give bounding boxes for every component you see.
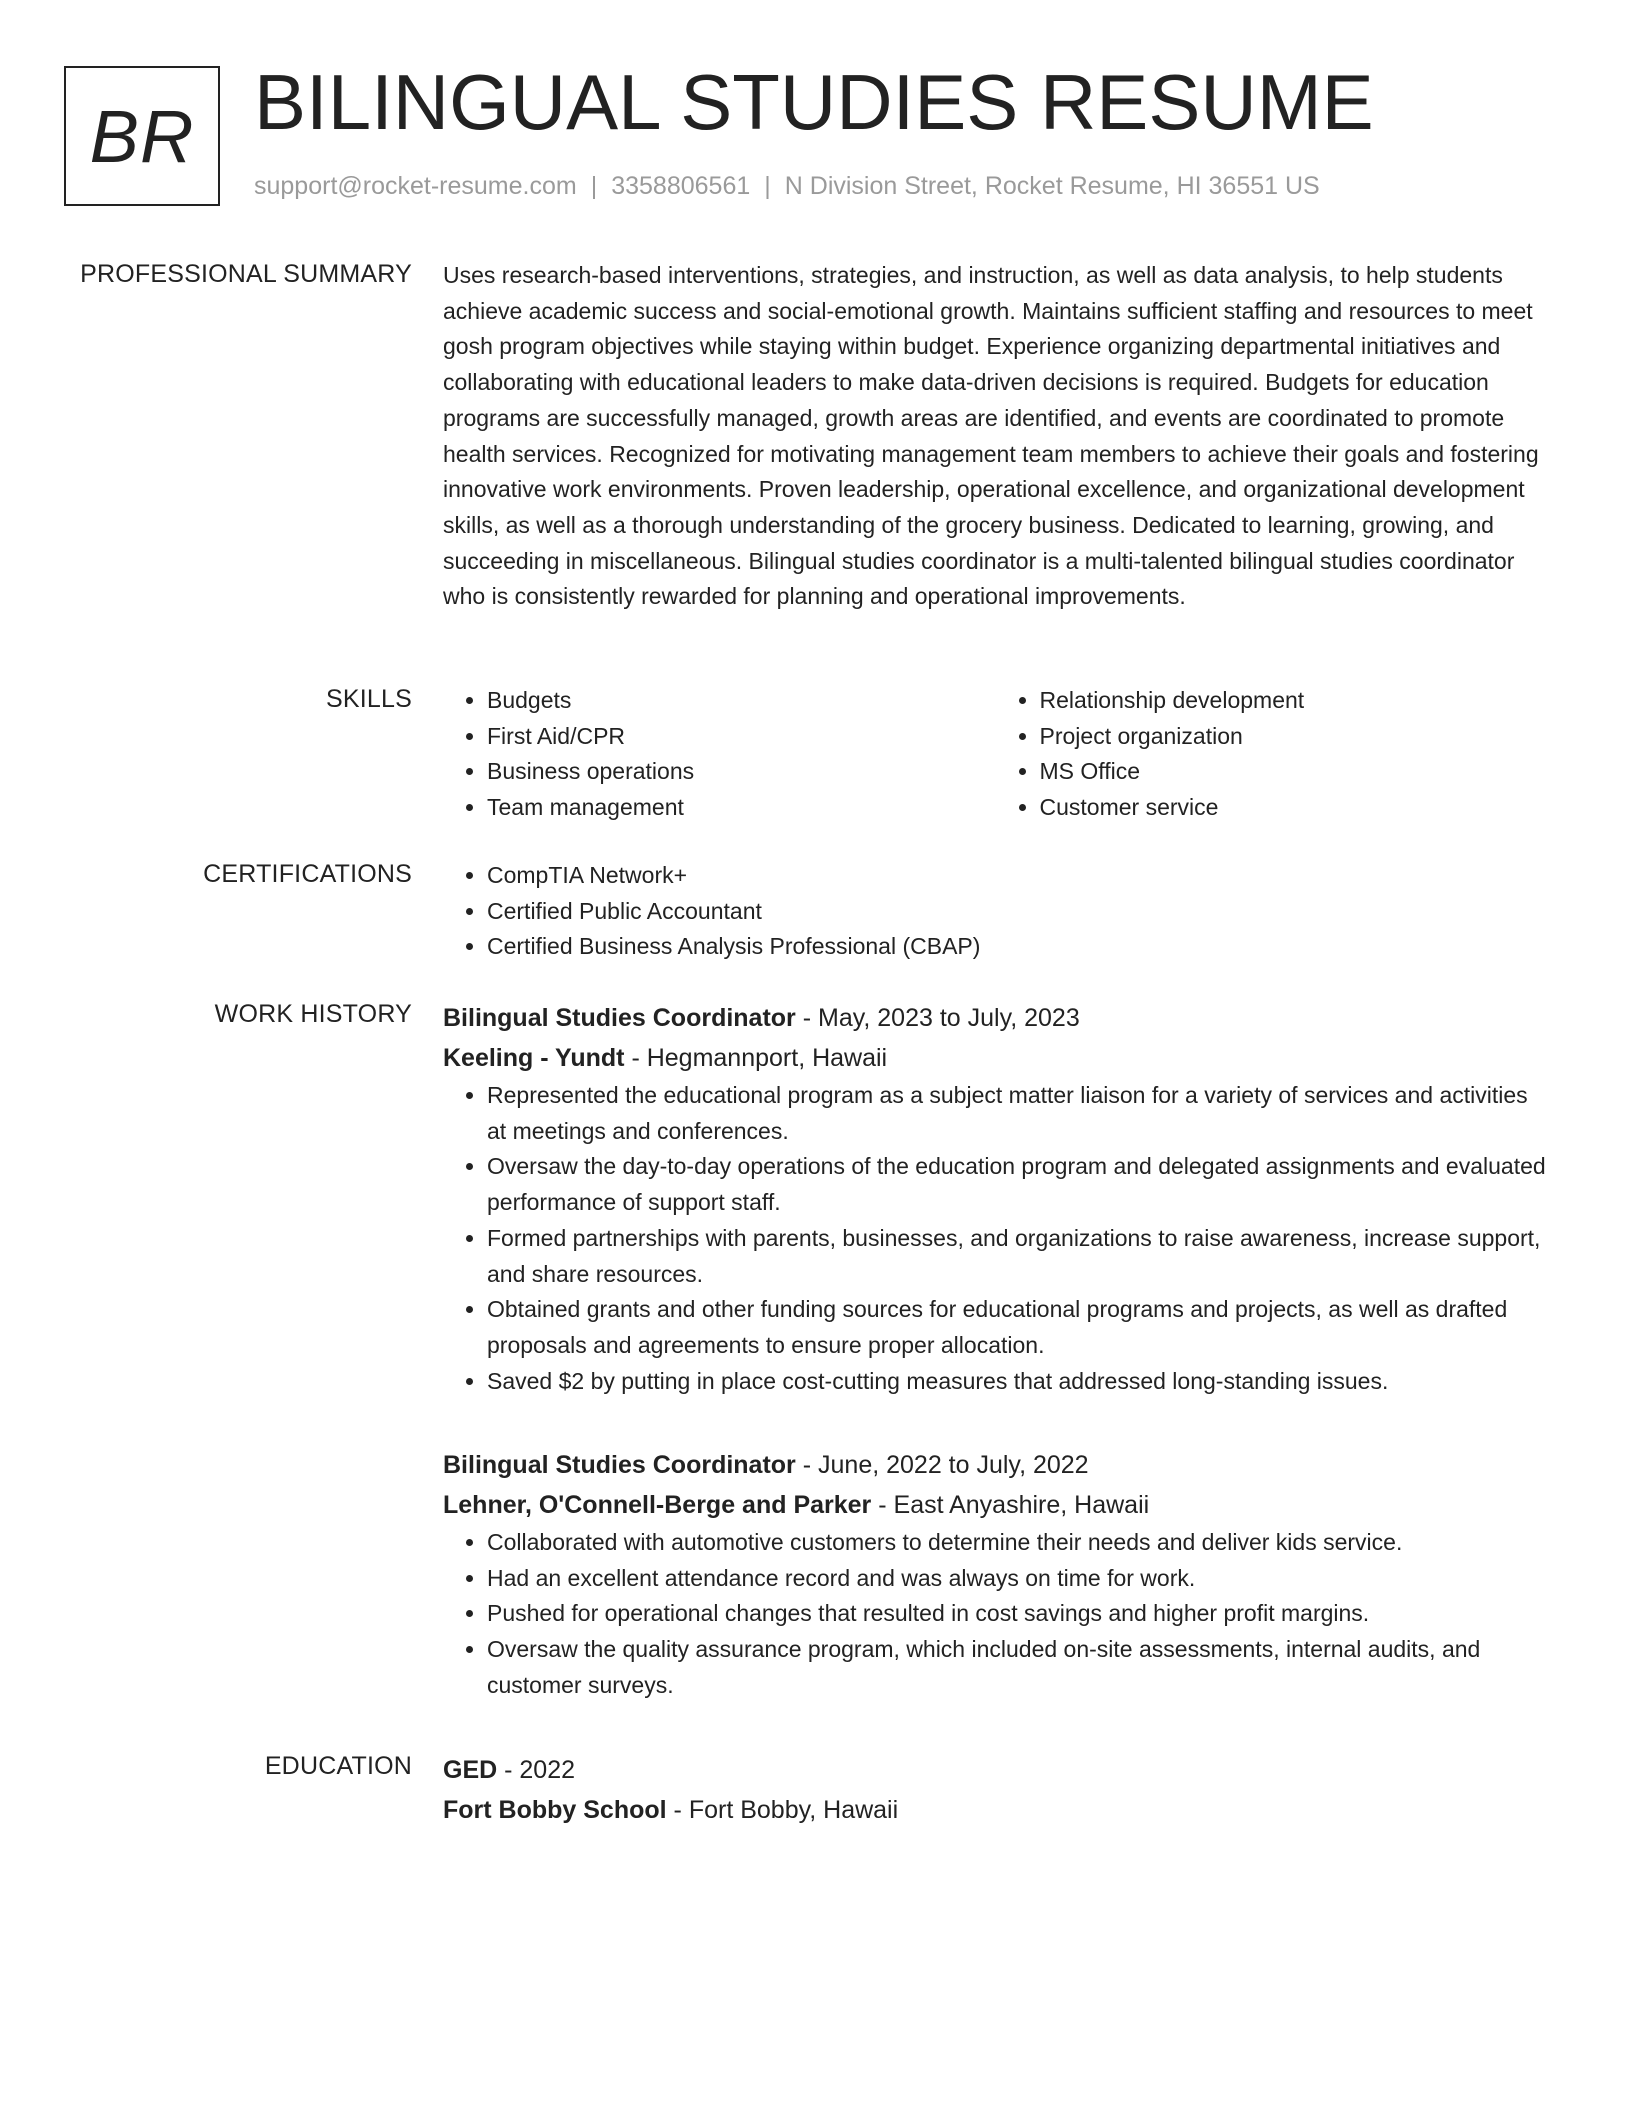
job-duty: • Pushed for operational changes that resulted in cost savings and higher profit margins. bbox=[487, 1596, 1548, 1632]
education-school-line bbox=[443, 1790, 1548, 1830]
job-duty: • Had an excellent attendance record and was always on time for work. bbox=[487, 1561, 1548, 1597]
job-location: - East Anyashire, Hawaii bbox=[871, 1491, 1150, 1519]
job-duty: • Obtained grants and other funding sources for educational programs and projects, as well as drafted proposals and agreements to ensure proper allocation. bbox=[487, 1292, 1548, 1363]
contact-separator: | bbox=[590, 172, 598, 200]
job-duty: • Saved $2 by putting in place cost-cutting measures that addressed long-standing issues. bbox=[487, 1364, 1548, 1400]
education-year: - 2022 bbox=[497, 1756, 576, 1784]
job-company-line bbox=[443, 1038, 1548, 1078]
education-school: Fort Bobby School bbox=[443, 1796, 667, 1824]
skill-item: • MS Office bbox=[1040, 754, 1549, 790]
work-history-body bbox=[443, 998, 1548, 1399]
education-degree-line bbox=[443, 1750, 1548, 1790]
skill-item: • Project organization bbox=[1040, 719, 1549, 755]
job-company: Keeling - Yundt bbox=[443, 1044, 625, 1072]
skill-item: • Relationship development bbox=[1040, 683, 1549, 719]
contact-phone[interactable]: 3358806561 bbox=[611, 172, 751, 200]
job-title: Bilingual Studies Coordinator bbox=[443, 1004, 796, 1032]
contact-separator: | bbox=[764, 172, 771, 200]
skills-grid bbox=[443, 683, 1548, 826]
summary-text: Uses research-based interventions, strategies, and instruction, as well as data analysis, to help students achieve academic success and social-emotional growth. Maintains sufficient staffing and resources to meet gosh program objectives while staying within budget. Experience organizing departmental initiatives and collaborating with educational leaders to make data-driven decisions is required. Budgets for education programs are successfully managed, growth areas are identified, and events are coordinated to promote health services. Recognized for motivating management team members to achieve their goals and fostering innovative work environments. Proven leadership, operational excellence, and organizational development skills, as well as a thorough understanding of the grocery business. Dedicated to learning, growing, and succeeding in miscellaneous. Bilingual studies coordinator is a multi-talented bilingual studies coordinator who is consistently rewarded for planning and operational improvements. bbox=[443, 262, 1539, 610]
job-duty: • Oversaw the day-to-day operations of the education program and delegated assignments and evaluated performance of support staff. bbox=[487, 1149, 1548, 1220]
work-history-body-2 bbox=[443, 1445, 1548, 1704]
certification-item: • Certified Public Accountant bbox=[487, 894, 1548, 930]
job-title-line bbox=[443, 1445, 1548, 1485]
skill-item: • Budgets bbox=[487, 683, 996, 719]
skill-item: • First Aid/CPR bbox=[487, 719, 996, 755]
section-label-summary: PROFESSIONAL SUMMARY bbox=[80, 260, 412, 288]
section-label-certifications: CERTIFICATIONS bbox=[203, 860, 412, 888]
skill-item: • Customer service bbox=[1040, 790, 1549, 826]
certification-item: • CompTIA Network+ bbox=[487, 858, 1548, 894]
job-title-line bbox=[443, 998, 1548, 1038]
education-body bbox=[443, 1750, 1548, 1830]
job-company-line bbox=[443, 1485, 1548, 1525]
monogram-initials: BR bbox=[89, 94, 195, 178]
job-location: - Hegmannport, Hawaii bbox=[624, 1044, 888, 1072]
job-duty: • Collaborated with automotive customers to determine their needs and deliver kids service. bbox=[487, 1525, 1548, 1561]
monogram-box bbox=[64, 66, 220, 206]
contact-email[interactable]: support@rocket-resume.com bbox=[254, 172, 577, 200]
certification-item: • Certified Business Analysis Professional (CBAP) bbox=[487, 929, 1548, 965]
resume-title: BILINGUAL STUDIES RESUME bbox=[254, 58, 1374, 146]
job-duty: • Oversaw the quality assurance program, which included on-site assessments, internal audits, and customer surveys. bbox=[487, 1632, 1548, 1703]
job-company: Lehner, O'Connell-Berge and Parker bbox=[443, 1491, 872, 1519]
job-duties-list bbox=[443, 1078, 1548, 1399]
certifications-body bbox=[443, 858, 1548, 965]
job-dates: - May, 2023 to July, 2023 bbox=[795, 1004, 1080, 1032]
job-duties-list bbox=[443, 1525, 1548, 1704]
job-entry bbox=[443, 998, 1548, 1399]
education-degree: GED bbox=[443, 1756, 498, 1784]
job-dates: - June, 2022 to July, 2022 bbox=[795, 1451, 1089, 1479]
section-label-skills: SKILLS bbox=[326, 685, 412, 713]
skill-item: • Business operations bbox=[487, 754, 996, 790]
certifications-list bbox=[443, 858, 1548, 965]
education-location: - Fort Bobby, Hawaii bbox=[666, 1796, 899, 1824]
summary-body bbox=[443, 258, 1548, 615]
section-label-education: EDUCATION bbox=[264, 1752, 412, 1780]
contact-line bbox=[254, 172, 1320, 201]
section-label-work-history: WORK HISTORY bbox=[214, 1000, 412, 1028]
job-entry bbox=[443, 1445, 1548, 1704]
contact-address: N Division Street, Rocket Resume, HI 36551 US bbox=[784, 172, 1320, 200]
job-duty: • Represented the educational program as a subject matter liaison for a variety of services and activities at meetings and conferences. bbox=[487, 1078, 1548, 1149]
skills-list-left bbox=[443, 683, 996, 826]
skills-list-right bbox=[996, 683, 1549, 826]
skill-item: • Team management bbox=[487, 790, 996, 826]
job-title: Bilingual Studies Coordinator bbox=[443, 1451, 796, 1479]
job-duty: • Formed partnerships with parents, businesses, and organizations to raise awareness, increase support, and share resources. bbox=[487, 1221, 1548, 1292]
